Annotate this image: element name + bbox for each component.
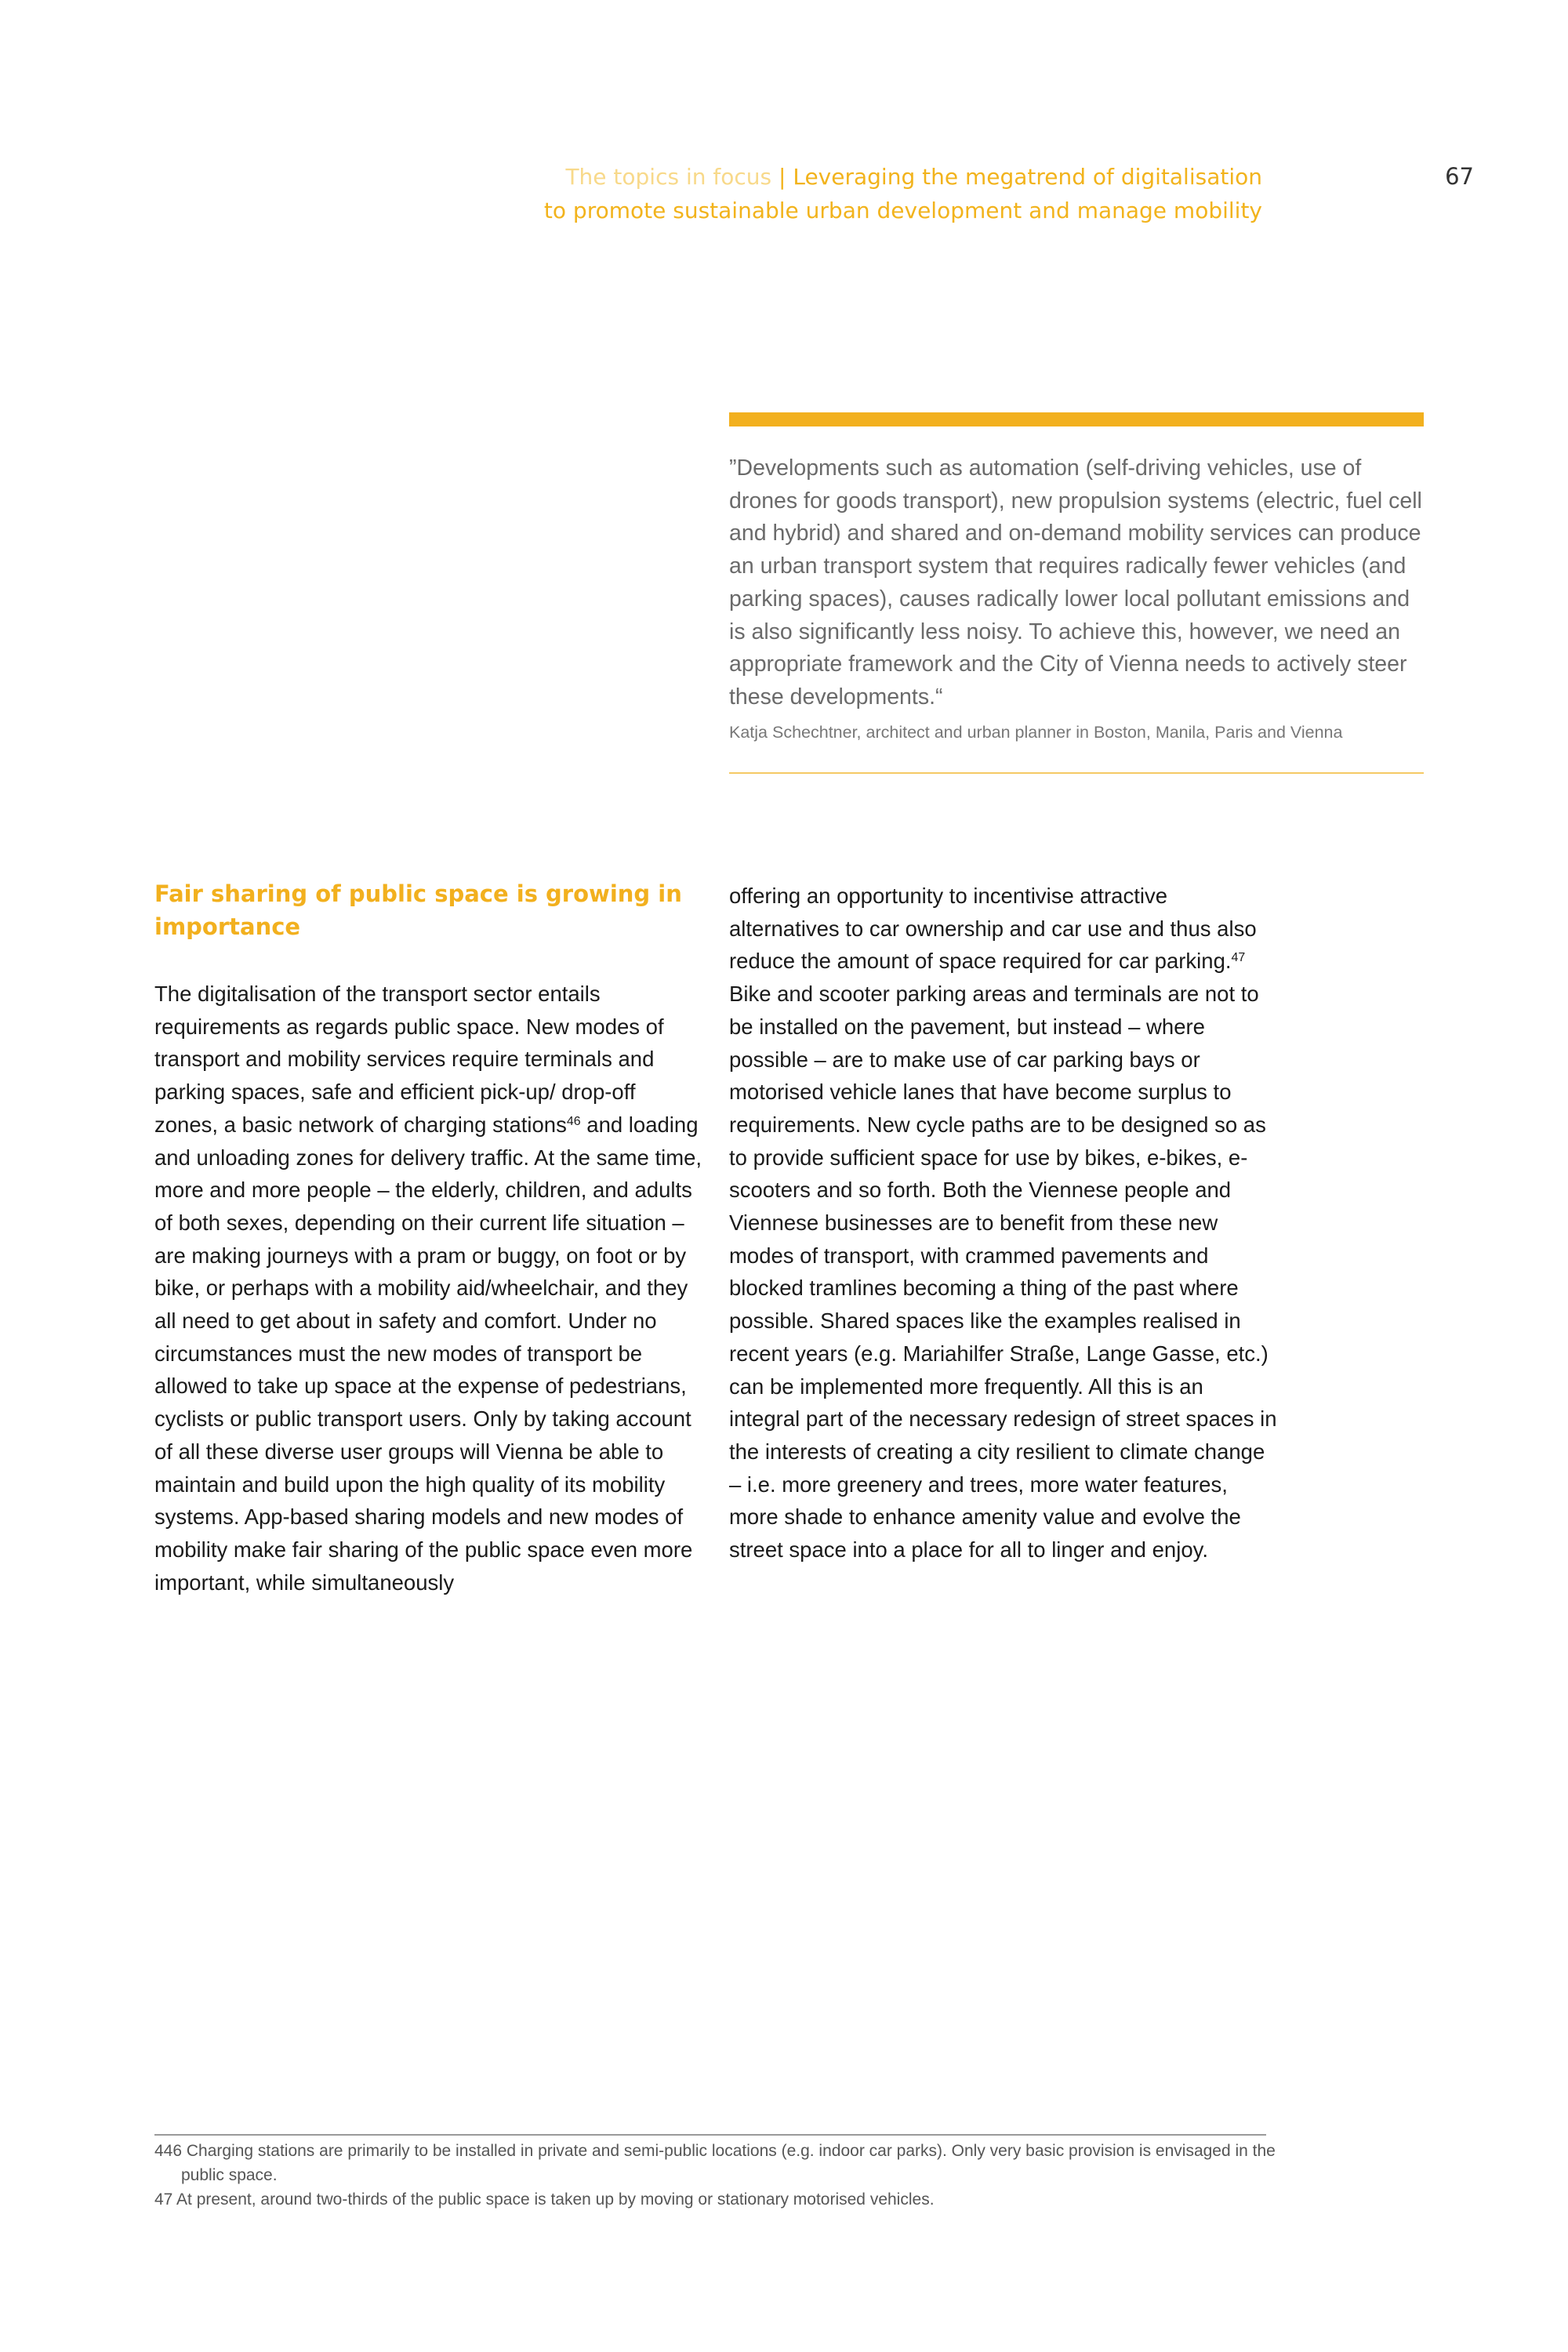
quote-attribution: Katja Schechtner, architect and urban planner in Boston, Manila, Paris and Vienna — [729, 723, 1343, 742]
pull-quote: ”Developments such as automation (self-driving vehicles, use of drones for goods transport), new propulsion systems (electric, fuel cell and hybrid) and shared and on-demand mobility services can produce an urban transport system that requires radically fewer vehicles (and parking spaces), causes radically lower local pollutant emissions and is also significantly less noisy. To achieve this, however, we need an appropriate framework and the City of Vienna needs to actively steer these developments.“ — [729, 456, 1422, 710]
body-column-right — [729, 880, 1278, 1566]
footnote-ref-46: 46 — [566, 1114, 581, 1128]
section-label: The topics in focus — [565, 164, 772, 190]
footnote-46: 446 Charging stations are primarily to be installed in private and semi-public locations (e.g. indoor car parks). Only very basic provision is envisaged in the public space. — [154, 2142, 1276, 2184]
body-column-left — [154, 978, 703, 1599]
footnote-divider — [154, 2134, 1266, 2136]
quote-accent-bar — [729, 412, 1424, 426]
footnote-47: 47 At present, around two-thirds of the public space is taken up by moving or stationary motorised vehicles. — [154, 2190, 935, 2209]
page-number: 67 — [1445, 163, 1474, 190]
running-head-line-1 — [470, 160, 1262, 194]
chapter-title-line-2: to promote sustainable urban development and manage mobility — [543, 198, 1262, 223]
body-text: Bike and scooter parking areas and terminals are not to be installed on the pavement, but instead – where possible – are to make use of car parking bays or motorised vehicle lanes that have become surplus to requirements. New cycle paths are to be designed so as to provide sufficient space for use by bikes, e-bikes, e-scooters and so forth. Both the Viennese people and Viennese businesses are to benefit from these new modes of transport, with crammed pavements and blocked tramlines becoming a thing of the past where possible. Shared spaces like the examples realised in recent years (e.g. Mariahilfer Straße, Lange Gasse, etc.) can be implemented more frequently. All this is an integral part of the necessary redesign of street spaces in the interests of creating a city resilient to climate change – i.e. more greenery and trees, more water features, more shade to enhance amenity value and evolve the street space into a place for all to linger and enjoy. — [729, 982, 1277, 1563]
body-text: and loading and unloading zones for delivery traffic. At the same time, more and more people – the elderly, children, and adults of both sexes, depending on their current life situation – are making journeys with a pram or buggy, on foot or by bike, or perhaps with a mobility aid/wheelchair, and they all need to get about in safety and comfort. Under no circumstances must the new modes of transport be allowed to take up space at the expense of pedestrians, cyclists or public transport users. Only by taking account of all these diverse user groups will Vienna be able to maintain and build upon the high quality of its mobility systems. App-based sharing models and new modes of mobility make fair sharing of the public space even more important, while simultaneously — [154, 1112, 702, 1595]
body-text: offering an opportunity to incentivise attractive alternatives to car ownership and car use and thus also reduce the amount of space required for car parking. — [729, 884, 1257, 974]
body-text: The digitalisation of the transport sector entails requirements as regards public space. New modes of transport and mobility services require terminals and parking spaces, safe and efficient pick-up/ drop-off zones, a basic network of charging stations — [154, 982, 664, 1137]
section-separator: | — [771, 164, 793, 190]
quote-divider — [729, 772, 1424, 774]
footnotes — [154, 2139, 1276, 2212]
chapter-title-line-1: Leveraging the megatrend of digitalisation — [793, 164, 1262, 190]
footnote-ref-47: 47 — [1231, 951, 1246, 965]
section-heading: Fair sharing of public space is growing in importance — [154, 880, 682, 940]
running-head — [470, 160, 1262, 227]
